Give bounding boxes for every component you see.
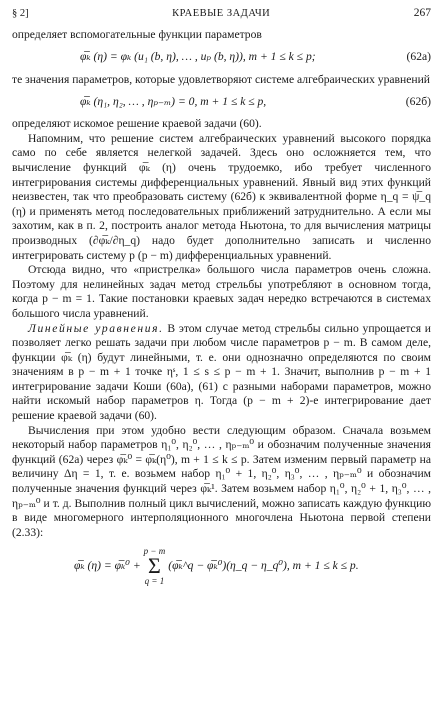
running-title: КРАЕВЫЕ ЗАДАЧИ [172, 8, 271, 19]
paragraph-3: определяют искомое решение краевой задачи (60). [12, 117, 262, 131]
equation-62b-formula: φ̅ₖ (η₁, η₂, … , ηₚ₋ₘ) = 0, m + 1 ≤ k ≤ p, [80, 94, 267, 108]
running-header [12, 6, 431, 28]
paragraph-2: те значения параметров, которые удовлетворяют системе алгебраических уравнений [12, 72, 430, 86]
sum-upper-limit: p − m [143, 546, 166, 557]
sum-lower-limit: q = 1 [144, 576, 165, 587]
equation-62b [12, 87, 431, 117]
paragraph-1: определяет вспомогательные функции параметров [12, 28, 262, 41]
paragraph-7: Вычисления при этом удобно вести следующим образом. Сначала возьмем некоторый набор параметров η₁⁰, η₂⁰, … , ηₚ₋ₘ⁰ и обозначим полученные значения функций (62а) через φ̅ₖ⁰ = φ̅ₖ(η⁰), m + 1 ≤ k ≤ p. Затем изменим первый параметр на величину Δη = 1, т. е. возьмем набор η₁⁰ + 1, η₂⁰, η₃⁰, … , ηₚ₋ₘ⁰ и обозначим полученные значения функций через φ̅ₖ¹. Затем возьмем набор η₁⁰, η₂⁰ + 1, η₃⁰, … , ηₚ₋ₘ⁰ и т. д. Выполнив полный цикл вычислений, можно записать каждую функцию в виде многомерного интерполяционного многочлена Ньютона первой степени (2.33): [12, 423, 431, 539]
paragraph-6-text: В этом случае метод стрельбы сильно упрощается и позволяет легко решать задачи при любом числе параметров p − m. В самом деле, функции φ̅ₖ (η) будут линейными, т. е. они однозначно определяются по своим значениям в p − m + 1 точке ηˢ, 1 ≤ s ≤ p − m + 1. Значит, выполнив p − m + 1 интегрирование задачи Коши (60а), (61) с разными наборами параметров, можно найти искомый набор параметров η. Тогда (p − m + 2)-е интегрирование дает решение краевой задачи (60). [12, 321, 431, 423]
paragraph-6 [12, 322, 431, 424]
page-number: 267 [413, 7, 431, 19]
equation-newton-lhs: φ̅ₖ (η) = φ̅ₖ⁰ + [74, 559, 141, 573]
summation [144, 546, 166, 586]
sum-sigma: Σ [148, 553, 161, 579]
paragraph-6-lead: Линейные уравнения. [28, 321, 164, 335]
equation-newton [12, 540, 431, 592]
paragraph-4: Напомним, что решение систем алгебраических уравнений высокого порядка само по себе является нелегкой задачей. Здесь оно осложняется тем, что вычисление функций φ̅ₖ (η) очень трудоемко, ибо требует численного интегрирования системы дифференциальных уравнений. Явный вид этих функций неизвестен, так что преобразовать систему (62б) к эквивалентной форме η_q = ψ̅_q (η) и применять метод последовательных приближений затруднительно. А если мы захотим, как в п. 2, построить аналог метода Ньютона, то для вычисления матрицы производных (∂φ̅ₖ/∂η_q) надо будет дополнительно записать и численно интегрировать систему p (p − m) дифференциальных уравнений. [12, 131, 431, 262]
equation-62a-formula: φ̅ₖ (η) = φₖ (u₁ (b, η), … , uₚ (b, η)), m + 1 ≤ k ≤ p; [80, 50, 316, 64]
equation-62a-label: (62а) [406, 50, 431, 64]
paragraph-5: Отсюда видно, что «пристрелка» большого числа параметров очень сложна. Поэтому для нелинейных задач метод стрельбы употребляют в основном тогда, когда p − m = 1. Такие постановки краевых задач нередко встречаются в системах большого числа уравнений. [12, 263, 431, 320]
section-mark: § 2] [12, 8, 29, 19]
equation-62b-label: (62б) [405, 94, 431, 108]
equation-62a [12, 43, 431, 73]
equation-newton-rhs: (φ̅ₖ^q − φ̅ₖ⁰)(η_q − η_q⁰), m + 1 ≤ k ≤ p. [168, 559, 359, 573]
